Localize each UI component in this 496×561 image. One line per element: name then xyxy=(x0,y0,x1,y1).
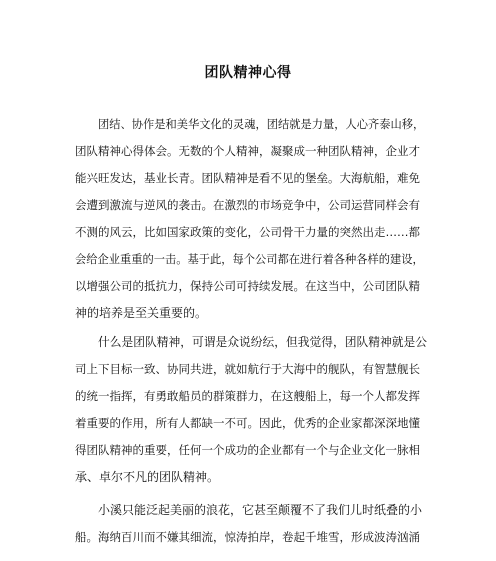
paragraph-line: 小溪只能泛起美丽的浪花，它甚至颠覆不了我们儿时纸叠的小 xyxy=(98,503,423,517)
document-title: 团队精神心得 xyxy=(204,65,292,81)
paragraph-3 xyxy=(75,502,427,556)
paragraph-line: 什么是团队精神，可谓是众说纷纭，但我觉得，团队精神就是公 xyxy=(98,335,427,349)
paragraph-line: 着重要的作用，所有人都缺一不可。因此，优秀的企业家都深深地懂 xyxy=(75,416,420,430)
paragraph-line: 承、卓尔不凡的团队精神。 xyxy=(75,470,220,484)
paragraph-2 xyxy=(75,334,427,496)
paragraph-line: 得团队精神的重要，任何一个成功的企业都有一个与企业文化一脉相 xyxy=(75,443,420,457)
paragraph-1 xyxy=(75,116,427,332)
paragraph-line: 团队精神心得体会。无数的个人精神，凝聚成一种团队精神，企业才 xyxy=(75,144,420,158)
paragraph-line: 不测的风云，比如国家政策的变化，公司骨干力量的突然出走……都 xyxy=(75,225,420,239)
paragraph-line: 船。海纳百川而不嫌其细流，惊涛拍岸，卷起千堆雪，形成波涛汹涌 xyxy=(75,530,420,544)
paragraph-line: 神的培养是至关重要的。 xyxy=(75,306,208,320)
paragraph-line: 的统一指挥，有勇敢船员的群策群力，在这艘船上，每一个人都发挥 xyxy=(75,389,420,403)
paragraph-line: 会给企业重重的一击。基于此，每个公司都在进行着各种各样的建设， xyxy=(75,253,424,266)
paragraph-line: 团结、协作是和美华文化的灵魂，团结就是力量，人心齐泰山移， xyxy=(98,118,425,131)
paragraph-line: 会遭到激流与逆风的袭击。在激烈的市场竞争中，公司运营同样会有 xyxy=(75,198,420,212)
paragraph-line: 能兴旺发达，基业长青。团队精神是看不见的堡垒。大海航船，难免 xyxy=(75,171,420,185)
paragraph-line: 以增强公司的抵抗力，保持公司可持续发展。在这当中，公司团队精 xyxy=(75,279,420,293)
paragraph-line: 司上下目标一致、协同共进，就如航行于大海中的舰队，有智慧舰长 xyxy=(75,362,420,376)
